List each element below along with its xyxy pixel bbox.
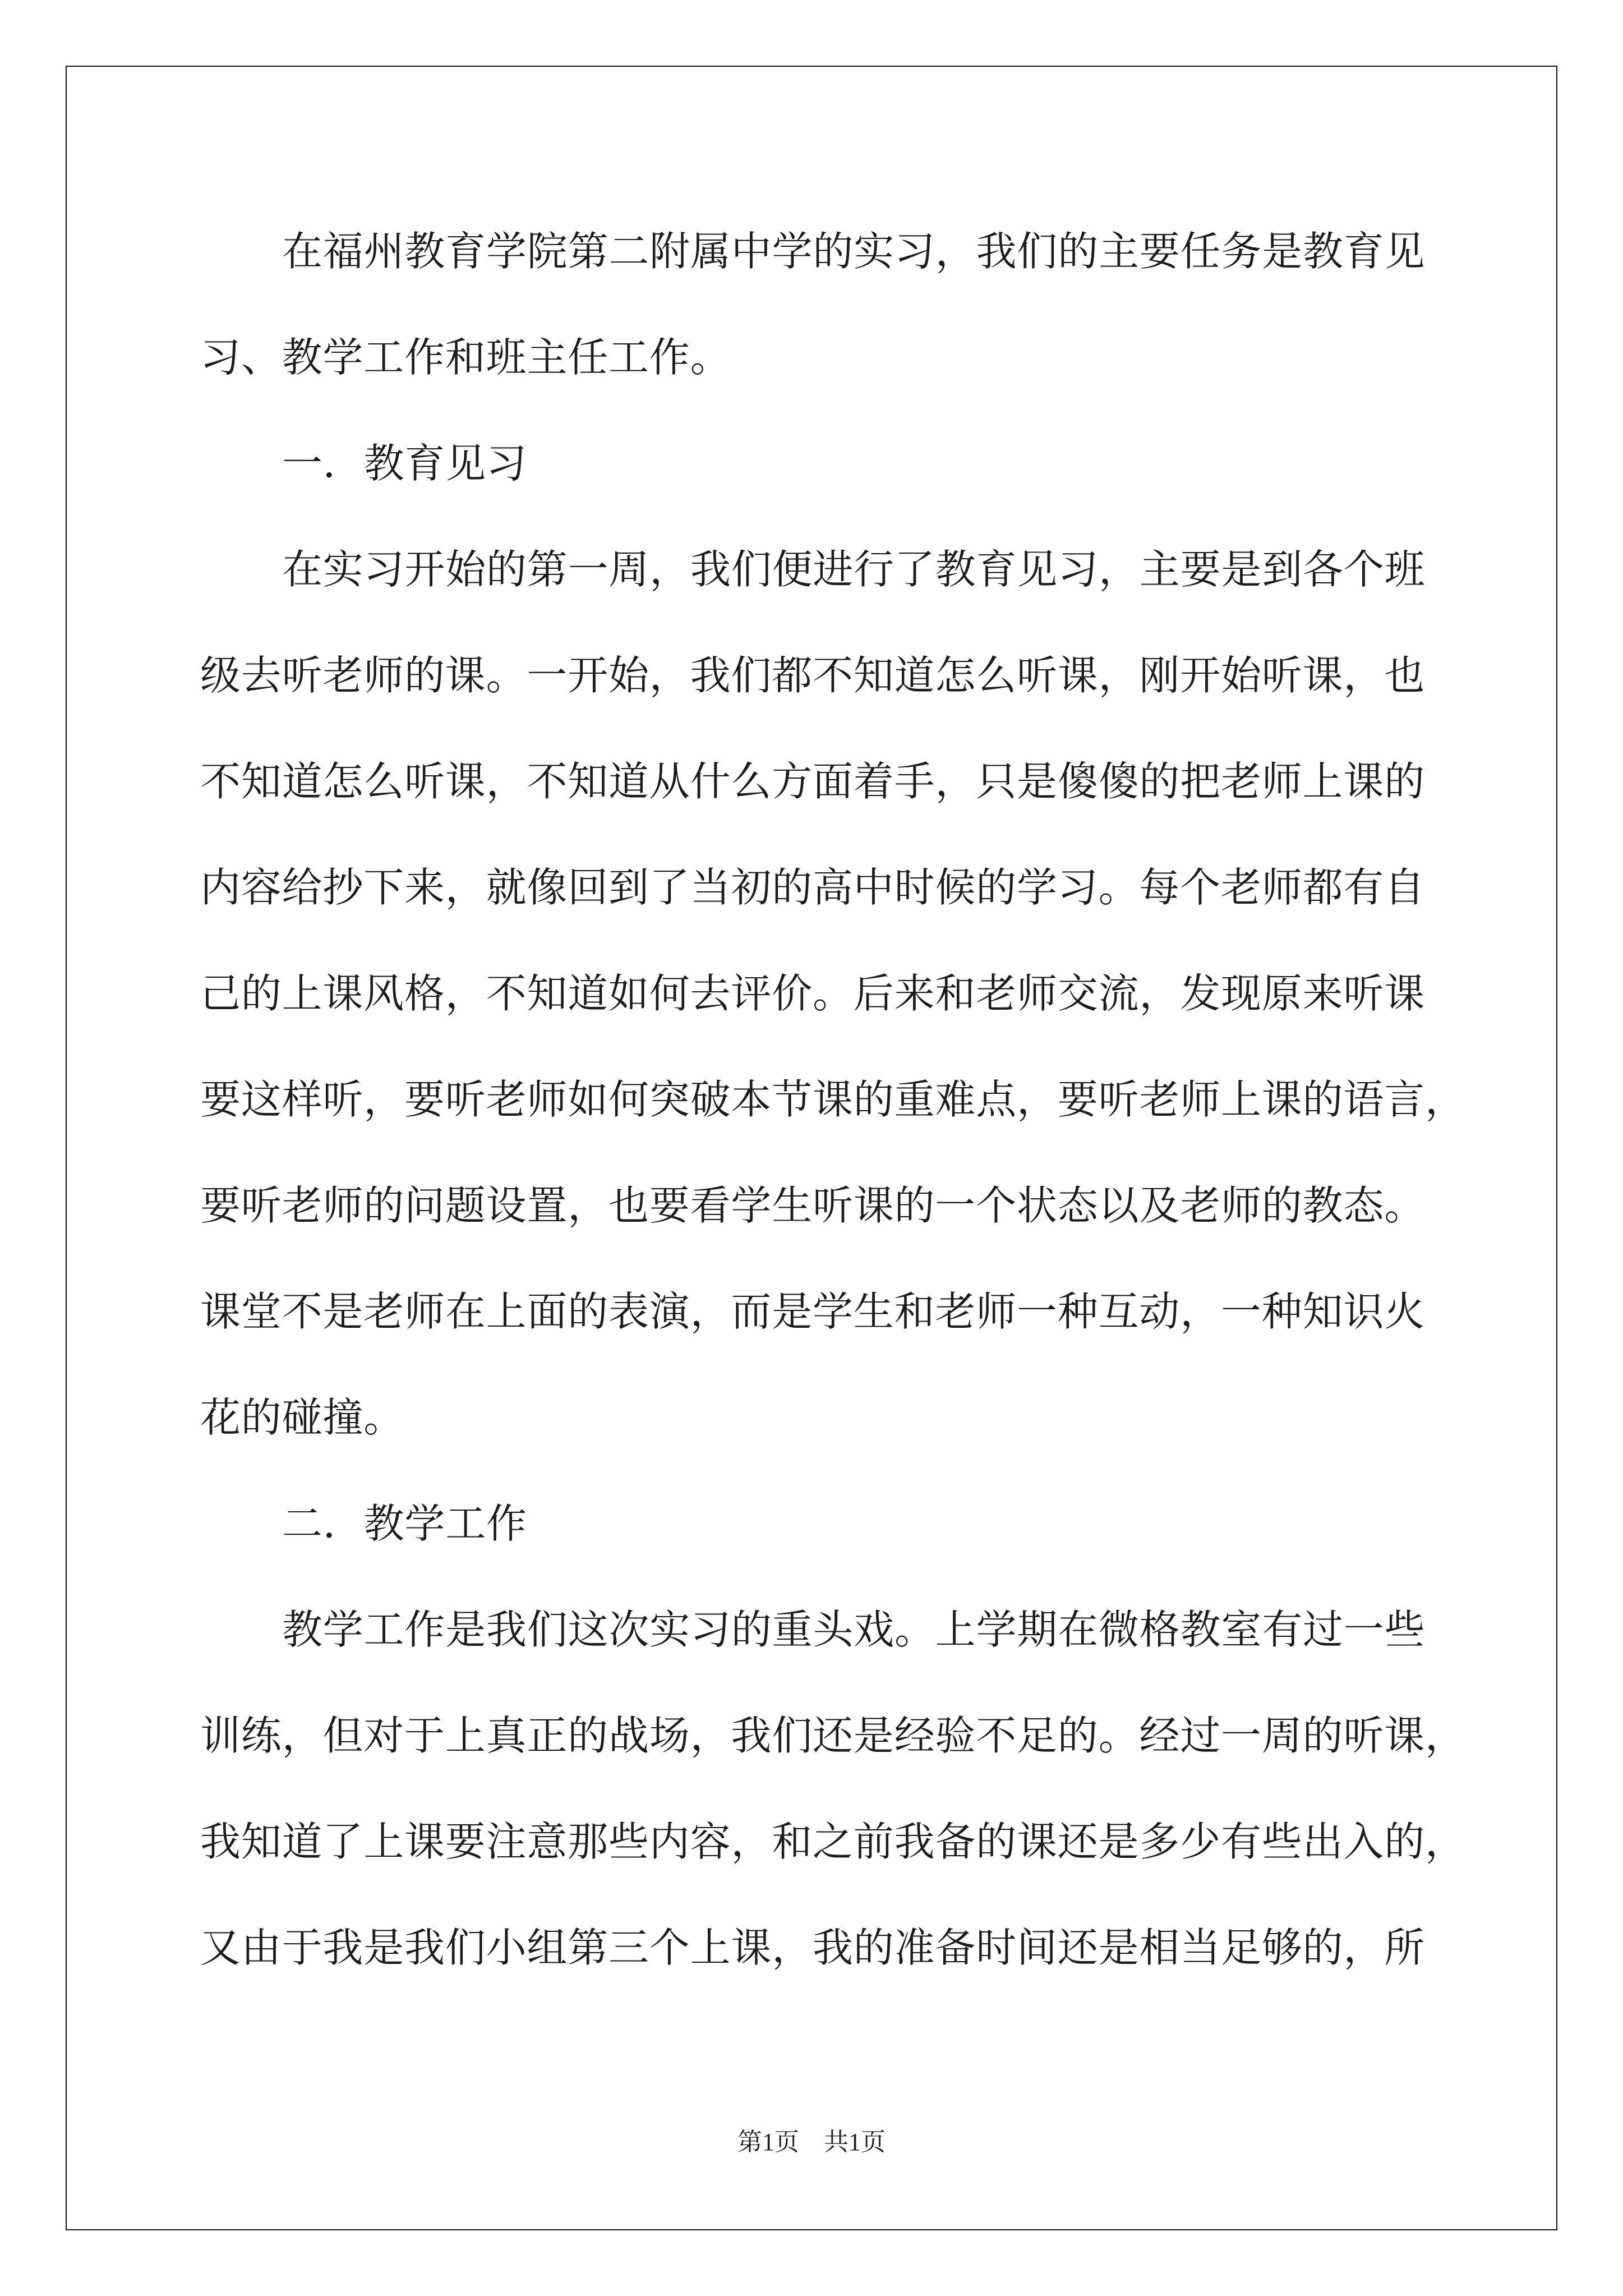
paragraph-line: 训练，但对于上真正的战场，我们还是经验不足的。经过一周的听课， bbox=[200, 1712, 1466, 1759]
paragraph-line: 课堂不是老师在上面的表演，而是学生和老师一种互动，一种知识火 bbox=[200, 1288, 1426, 1335]
section-heading: 一．教育见习 bbox=[282, 440, 527, 487]
paragraph-line: 要听老师的问题设置，也要看学生听课的一个状态以及老师的教态。 bbox=[200, 1182, 1426, 1229]
paragraph-line: 又由于我是我们小组第三个上课，我的准备时间还是相当足够的，所 bbox=[200, 1924, 1426, 1971]
paragraph-line: 己的上课风格，不知道如何去评价。后来和老师交流，发现原来听课 bbox=[200, 970, 1426, 1017]
paragraph-line: 不知道怎么听课，不知道从什么方面着手，只是傻傻的把老师上课的 bbox=[200, 758, 1426, 805]
paragraph-line: 教学工作是我们这次实习的重头戏。上学期在微格教室有过一些 bbox=[282, 1606, 1426, 1653]
page-footer: 第1页 共1页 bbox=[737, 2128, 886, 2156]
document-body bbox=[200, 199, 1501, 2001]
paragraph-line: 在福州教育学院第二附属中学的实习，我们的主要任务是教育见 bbox=[282, 228, 1426, 275]
paragraph-line: 级去听老师的课。一开始，我们都不知道怎么听课，刚开始听课，也 bbox=[200, 652, 1426, 699]
section-heading: 二．教学工作 bbox=[282, 1500, 527, 1547]
paragraph-line: 要这样听，要听老师如何突破本节课的重难点，要听老师上课的语言， bbox=[200, 1076, 1466, 1123]
paragraph-line: 花的碰撞。 bbox=[200, 1394, 405, 1441]
paragraph-line: 习、教学工作和班主任工作。 bbox=[200, 334, 731, 381]
paragraph-line: 内容给抄下来，就像回到了当初的高中时候的学习。每个老师都有自 bbox=[200, 864, 1426, 911]
paragraph-line: 我知道了上课要注意那些内容，和之前我备的课还是多少有些出入的， bbox=[200, 1818, 1466, 1865]
paragraph-line: 在实习开始的第一周，我们便进行了教育见习，主要是到各个班 bbox=[282, 546, 1426, 593]
